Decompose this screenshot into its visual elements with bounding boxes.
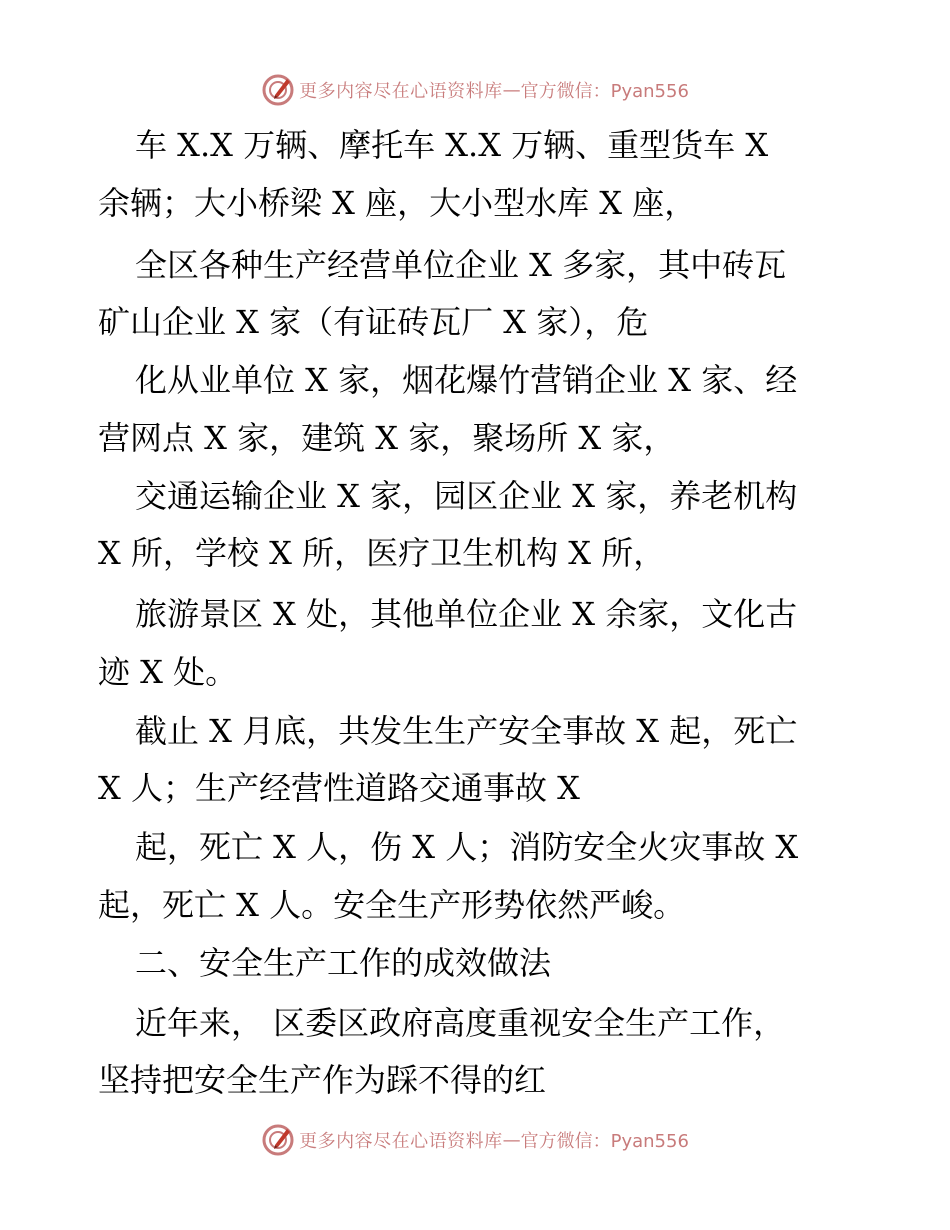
text-line: 近年来， 区委区政府高度重视安全生产工作， (135, 1004, 786, 1042)
text-line: 矿山企业 X 家（有证砖瓦厂 X 家），危 (98, 303, 649, 341)
text-line: 全区各种生产经营单位企业 X 多家，其中砖瓦 (135, 246, 787, 284)
section-heading: 二、安全生产工作的成效做法 (135, 944, 552, 982)
text-line: X 所，学校 X 所，医疗卫生机构 X 所， (98, 534, 666, 572)
watermark-text: 更多内容尽在心语资料库 (299, 1131, 503, 1152)
text-line: 营网点 X 家，建筑 X 家，聚场所 X 家， (98, 419, 676, 457)
pen-logo-icon (261, 1123, 295, 1157)
text-line: 交通运输企业 X 家，园区企业 X 家，养老机构 (135, 477, 798, 515)
text-line: 起，死亡 X 人，伤 X 人；消防安全火灾事故 X (135, 828, 799, 866)
pen-logo-icon (261, 73, 295, 107)
text-line: 余辆；大小桥梁 X 座，大小型水库 X 座， (98, 184, 697, 222)
text-line: 起，死亡 X 人。安全生产形势依然严峻。 (98, 886, 686, 924)
watermark-text: 更多内容尽在心语资料库 (299, 81, 503, 102)
text-line: 车 X.X 万辆、摩托车 X.X 万辆、重型货车 X (135, 126, 769, 164)
watermark-separator: — (502, 1129, 521, 1151)
text-line: 旅游景区 X 处，其他单位企业 X 余家，文化古 (135, 595, 798, 633)
text-line: X 人；生产经营性道路交通事故 X (98, 769, 580, 807)
text-line: 迹 X 处。 (98, 653, 238, 691)
text-line: 坚持把安全生产作为踩不得的红 (98, 1061, 547, 1099)
footer-watermark (0, 1120, 950, 1160)
watermark-contact: 官方微信：Pyan556 (520, 81, 689, 102)
watermark-contact: 官方微信：Pyan556 (520, 1131, 689, 1152)
text-line: 截止 X 月底，共发生生产安全事故 X 起，死亡 (135, 712, 798, 750)
text-line: 化从业单位 X 家，烟花爆竹营销企业 X 家、经 (135, 361, 798, 399)
watermark-separator: — (502, 79, 521, 101)
header-watermark (0, 70, 950, 110)
